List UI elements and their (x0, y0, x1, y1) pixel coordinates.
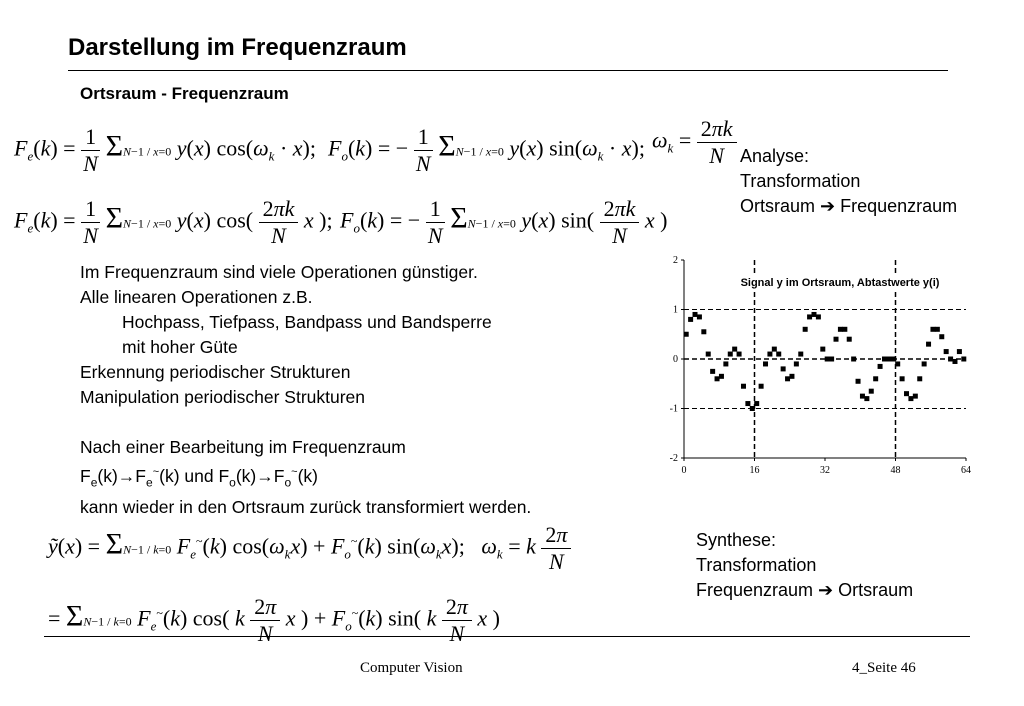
data-point (719, 374, 724, 379)
data-point (785, 376, 790, 381)
text-line: Manipulation periodischer Strukturen (80, 387, 366, 407)
data-point (803, 327, 808, 332)
text-line: kann wieder in den Ortsraum zurück transformiert werden. (80, 497, 532, 518)
data-point (772, 347, 777, 352)
data-point (807, 314, 812, 319)
data-point (811, 312, 816, 317)
data-point (930, 327, 935, 332)
data-point (908, 396, 913, 401)
data-point (688, 317, 693, 322)
footer-page-number: 4_Seite 46 (852, 660, 916, 676)
data-point (701, 329, 706, 334)
data-point (794, 361, 799, 366)
y-tick-label: 1 (673, 304, 678, 316)
data-point (723, 361, 728, 366)
analysis-label: Analyse: Transformation Ortsraum ➔ Frequenzraum (740, 146, 958, 216)
data-point (948, 357, 953, 362)
data-point (860, 394, 865, 399)
text-line: Hochpass, Tiefpass, Bandpass und Bandsperre (122, 312, 492, 332)
formula-fo-omega: $F_o(k)$ = − $\frac{1}{N} \Sigma N-1 / x=0$ y(x) $\sin(\omega_k \cdot x)$; (328, 124, 645, 176)
formula-synthesis-2: = ΣN−1 / k=0 $F_e^\sim(k)$ cos( k $\frac{2\pi}{N}$ x ) + $F_o^\sim(k)$ sin( k $\frac{2\pi}{N}$ x ) (48, 594, 500, 646)
formula-synthesis-1: ỹ(x) = ΣN−1 / k=0 $F_e^\sim(k) \cos(\omega_kx) + F_o^\sim(k)$ $\sin(\omega_kx)$; $\omega_k = k$ $\frac{2\pi}{N}$ (48, 522, 571, 575)
data-point (904, 391, 909, 396)
footer-divider (44, 636, 970, 637)
data-point (856, 379, 861, 384)
text-line: mit hoher Güte (122, 337, 238, 357)
data-point (882, 357, 887, 362)
formula-fo-sin: $F_o(k)$ = − $\frac{1}{N} \Sigma N-1 / x=0$ y(x) sin( $\frac{2\pi k}{N}$ x ) (340, 196, 668, 248)
data-point (820, 347, 825, 352)
data-point (710, 369, 715, 374)
data-point (917, 376, 922, 381)
data-point (754, 401, 759, 406)
formula-fe-omega: $F_e(k)$ = $\frac{1}{N} \Sigma N-1 / x=0$ y(x) $\cos(\omega_k \cdot x)$; (14, 124, 316, 176)
signal-chart (660, 252, 980, 482)
data-point (798, 352, 803, 357)
data-point (693, 312, 698, 317)
text-line: Alle linearen Operationen z.B. (80, 287, 313, 307)
data-point (745, 401, 750, 406)
y-tick-label: -2 (669, 453, 678, 464)
data-point (957, 349, 962, 354)
data-point (961, 357, 966, 362)
data-point (741, 384, 746, 389)
data-point (935, 327, 940, 332)
data-point (825, 357, 830, 362)
body-text (80, 260, 531, 520)
data-point (944, 349, 949, 354)
data-point (829, 357, 834, 362)
x-tick-label: 64 (961, 465, 971, 476)
formula-omega-k: $\omega_k$ = $\frac{2\pi k}{N}$ (652, 116, 737, 169)
y-tick-label: -1 (669, 403, 678, 415)
data-point (750, 406, 755, 411)
data-point (913, 394, 918, 399)
data-point (737, 352, 742, 357)
data-point (847, 337, 852, 342)
data-point (851, 357, 856, 362)
data-point (838, 327, 843, 332)
title-divider (68, 70, 948, 71)
formula-fe-cos: $F_e(k)$ = $\frac{1}{N} \Sigma N-1 / x=0$ y(x) cos( $\frac{2\pi k}{N}$ x ); (14, 196, 333, 248)
data-point (684, 332, 689, 337)
data-point (926, 342, 931, 347)
data-point (781, 366, 786, 371)
text-line: Nach einer Bearbeitung im Frequenzraum (80, 437, 406, 457)
data-point (728, 352, 733, 357)
slide-title: Darstellung im Frequenzraum (68, 34, 407, 61)
data-point (895, 361, 900, 366)
data-point (767, 352, 772, 357)
data-point (886, 357, 891, 362)
synthesis-label: Synthese: Transformation Frequenzraum ➔ Ortsraum (696, 530, 914, 600)
data-point (789, 374, 794, 379)
data-point (891, 357, 896, 362)
data-point (952, 359, 957, 364)
data-point (706, 352, 711, 357)
data-point (732, 347, 737, 352)
data-point (759, 384, 764, 389)
text-line-mapping: $F_e(k)\to F_e^\sim(k)$ und $F_o(k)\to F_o^\sim(k)$ (80, 465, 318, 490)
x-tick-label: 16 (749, 465, 760, 476)
data-point (939, 334, 944, 339)
data-point (900, 376, 905, 381)
data-point (776, 352, 781, 357)
data-point (697, 314, 702, 319)
data-point (715, 376, 720, 381)
y-tick-label: 0 (673, 354, 678, 365)
text-line: Erkennung periodischer Strukturen (80, 362, 351, 382)
data-point (873, 376, 878, 381)
data-point (816, 314, 821, 319)
x-tick-label: 48 (890, 465, 901, 476)
data-point (864, 396, 869, 401)
chart-title: Signal y im Ortsraum, Abtastwerte y(i) (740, 277, 940, 289)
data-point (869, 389, 874, 394)
data-point (878, 364, 883, 369)
data-point (842, 327, 847, 332)
y-tick-label: 2 (673, 255, 678, 266)
x-tick-label: 32 (820, 465, 830, 476)
text-line: Im Frequenzraum sind viele Operationen günstiger. (80, 262, 478, 282)
data-point (922, 361, 927, 366)
data-point (763, 361, 768, 366)
footer-course: Computer Vision (360, 660, 463, 676)
data-point (834, 337, 839, 342)
slide-subtitle: Ortsraum - Frequenzraum (80, 84, 289, 103)
x-tick-label: 0 (681, 465, 687, 476)
